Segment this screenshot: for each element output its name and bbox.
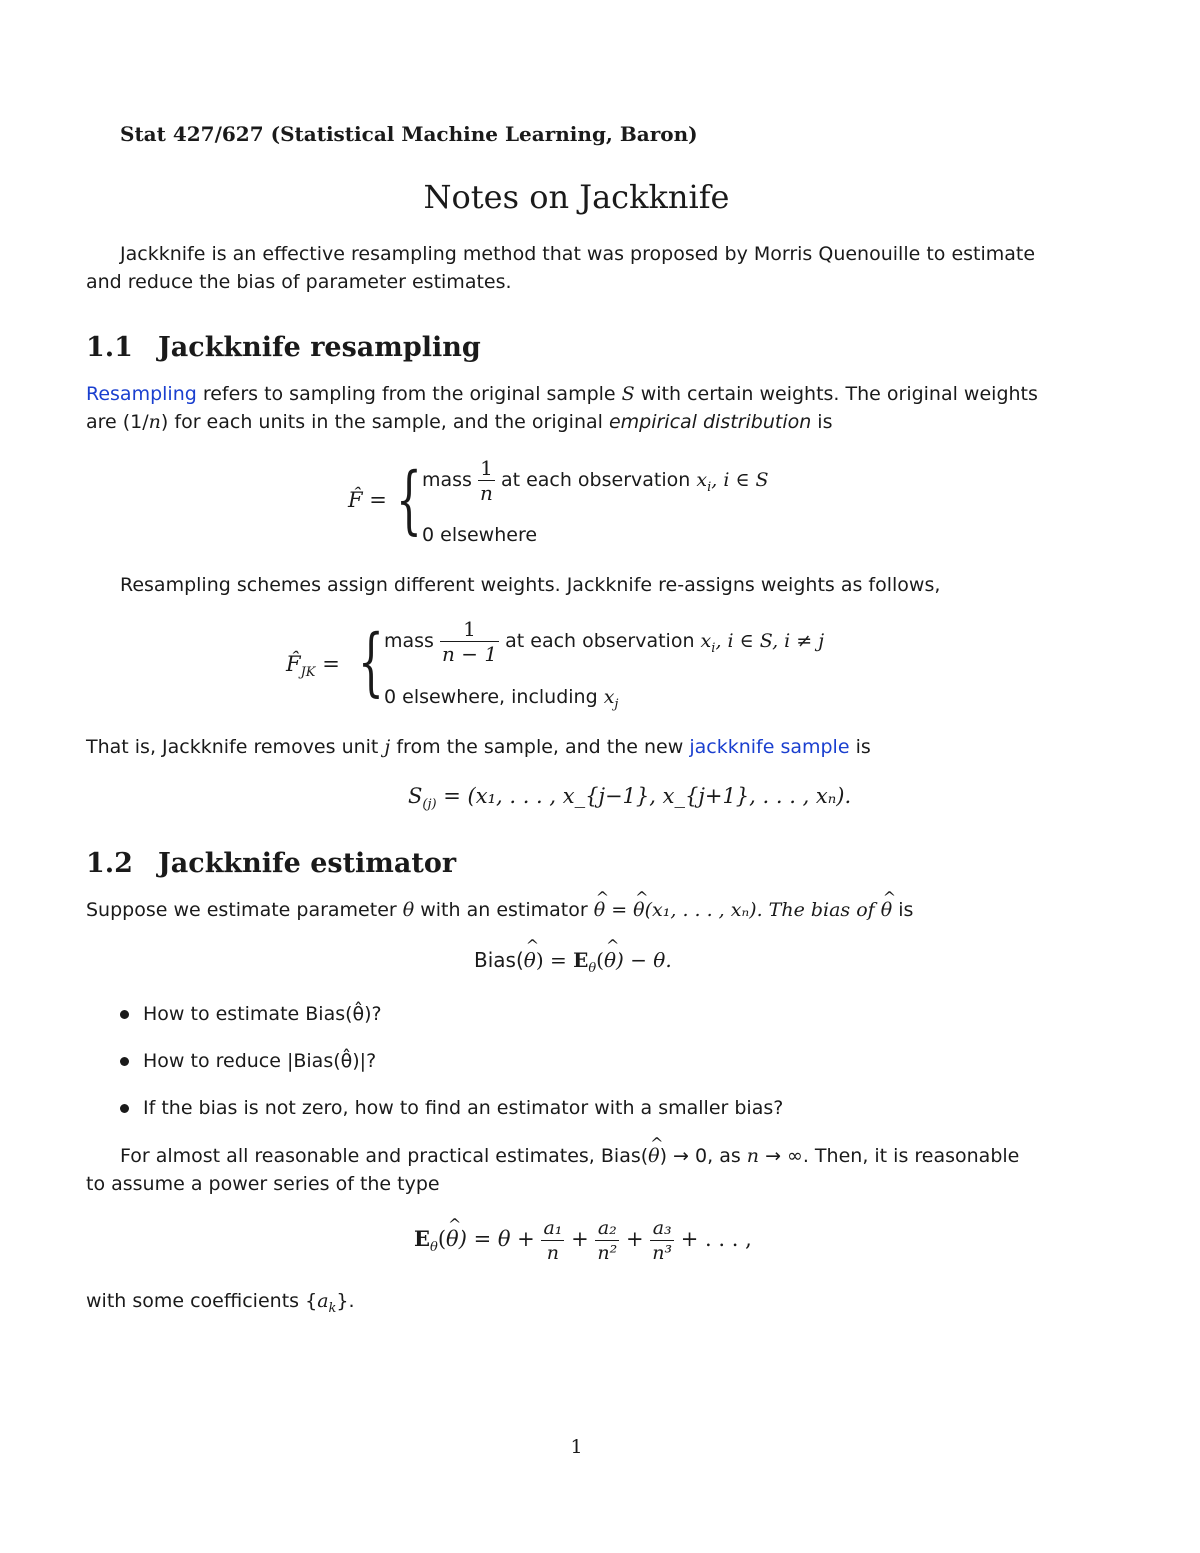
math-theta-hat: ^ θ [633,896,644,924]
math-S: S [408,784,423,808]
math-lhs: F̂ [286,652,301,676]
equation-F-jk-lhs [286,652,340,680]
bullet-text: How to reduce |Bias(θ̂)|? [143,1050,377,1072]
math-theta-hat: ^ θ [594,896,605,924]
subscript: θ [430,1240,438,1256]
intro-line-2: and reduce the bias of parameter estimates. [86,271,512,293]
bullet-text: If the bias is not zero, how to find an estimator with a smaller bias? [143,1097,784,1119]
resampling-paragraph-line-1 [86,380,1038,408]
text-span: Suppose we estimate parameter [86,899,403,921]
numerator: a₃ [652,1217,672,1239]
subscript: (j) [422,797,437,813]
intro-line-1: Jackknife is an effective resampling method that was proposed by Morris Quenouille to estimate [120,243,1036,265]
bullet-icon [120,1057,129,1066]
list-item [120,1094,783,1122]
text-span: mass [384,630,434,652]
math-lhs: F̂ = [348,488,387,512]
text-span: → ∞. Then, it is reasonable [759,1145,1020,1167]
denominator: n² [597,1242,618,1264]
math-theta-hat: ^ θ [604,948,616,972]
text-span: is [849,736,871,758]
subscript: JK [300,665,316,681]
section-number: 1.1 [86,332,133,363]
text-span: For almost all reasonable and practical estimates, Bias( [120,1145,649,1167]
math-theta-hat: ^ θ [524,948,536,972]
fraction-1-over-n [478,456,495,505]
denominator: n [480,481,493,505]
text-span: is [811,411,833,433]
math-theta-hat: ^ θ [648,1142,659,1170]
numerator: 1 [463,617,476,641]
math-S: S [621,383,635,405]
bullet-text: How to estimate Bias(θ̂)? [143,1003,382,1025]
numerator: a₂ [597,1217,617,1239]
section-heading-1-2 [86,848,456,879]
math-theta: θ [402,899,415,921]
text-span: refers to sampling from the original sample [196,383,622,405]
left-brace: { [396,457,422,543]
text-span: at each observation [505,630,695,652]
page-title: Notes on Jackknife [423,178,730,216]
equation-power-series: $E_\theta(\^{}$ θ) = θ + $\frac{\text{a₁}}{n}$ + $\frac{\text{a₂}}{\text{n²}}$ + $\frac{\text{a₃}}{\text{n³}}$ + . . . , [414,1216,752,1265]
denominator: n³ [652,1242,673,1264]
equation-2-case-2 [384,683,618,719]
text-span: ) → 0, as [659,1145,747,1167]
fraction-a3-over-n3 [650,1216,674,1265]
math-n: n [148,411,161,433]
estimator-paragraph: Suppose we estimate parameter θ with an estimator ^ θ = ^ θ(x₁, . . . , xₙ). The bias of ^ θ is [86,896,913,924]
math-rest: ) − θ. [616,948,672,972]
jackknife-sample-link[interactable]: jackknife sample [689,736,850,758]
coefficients-paragraph [86,1287,355,1323]
bullet-icon [120,1010,129,1019]
text-span: }. [336,1290,355,1312]
text-span: from the sample, and the new [390,736,690,758]
expectation-E: E [414,1226,431,1251]
bullet-icon [120,1104,129,1113]
math-args: (x₁, . . . , xₙ). The bias of [644,899,881,921]
fraction-a2-over-n2 [595,1216,619,1265]
equation-jackknife-sample [408,784,851,812]
subscript: i [711,640,716,656]
left-brace: { [358,619,384,705]
text-span: is [892,899,914,921]
fraction-1-over-n-minus-1 [440,617,499,666]
text-span: with an estimator [414,899,594,921]
section-number: 1.2 [86,848,133,879]
equals-sign: = [322,652,340,676]
subscript: k [328,1300,337,1316]
jackknife-sample-paragraph [86,733,871,761]
math-x: x [700,630,712,652]
power-series-paragraph-line-1 [120,1142,1019,1170]
expectation-E: E [573,948,589,972]
denominator: n [541,1240,564,1265]
equation-1-case-1 [422,456,769,505]
text-span: 0 elsewhere, including [384,686,598,708]
text-span: That is, Jackknife removes unit [86,736,385,758]
text-span: with some coefficients { [86,1290,318,1312]
text-span: mass [422,469,472,491]
section-title: Jackknife resampling [158,332,481,363]
bias-function: Bias( [474,948,524,972]
resampling-paragraph-line-2 [86,408,832,436]
numerator: a₁ [543,1217,563,1239]
math-theta-hat: ^ θ [446,1227,459,1251]
numerator: 1 [480,456,493,480]
denominator: n − 1 [442,642,498,666]
math-n: n [746,1145,760,1167]
math-condition: , i ∈ S [711,469,769,491]
math-mid: ) = θ + [458,1227,535,1251]
section-title: Jackknife estimator [158,848,457,879]
equation-F-hat-lhs [348,488,387,512]
course-header: Stat 427/627 (Statistical Machine Learning, Baron) [120,122,698,146]
resampling-link[interactable]: Resampling [86,383,197,405]
subscript: θ [588,961,597,976]
text-span: ) = [535,948,567,972]
page-number: 1 [570,1436,583,1458]
math-rhs: = (x₁, . . . , x_{j−1}, x_{j+1}, . . . , xₙ). [443,784,852,808]
subscript: i [707,479,712,495]
resampling-schemes-paragraph: Resampling schemes assign different weights. Jackknife re-assigns weights as follows, [120,574,941,596]
text-span: at each observation [500,469,691,491]
section-heading-1-1 [86,332,481,363]
power-series-paragraph-line-2: to assume a power series of the type [86,1173,440,1195]
equation-1-case-2: 0 elsewhere [422,524,538,546]
math-theta-hat: ^ θ [881,896,892,924]
text-span: are (1/ [86,411,149,433]
math-x: x [603,686,615,708]
math-condition: , i ∈ S, i ≠ j [715,630,825,652]
math-j: j [384,736,391,758]
list-item [120,1047,376,1075]
subscript: j [614,696,619,712]
math-a: a [317,1290,329,1312]
math-x: x [696,469,708,491]
text-span: ) for each units in the sample, and the original [160,411,609,433]
series-tail: + . . . , [680,1227,752,1251]
text-span: with certain weights. The original weights [634,383,1038,405]
equation-bias-definition: Bias(^ $\theta) = E_\theta(\^{}$ θ) − θ. [474,948,672,976]
equation-2-case-1 [384,617,824,666]
list-item [120,1000,382,1028]
emphasized-term: empirical distribution [608,411,812,433]
fraction-a1-over-n [541,1216,564,1265]
